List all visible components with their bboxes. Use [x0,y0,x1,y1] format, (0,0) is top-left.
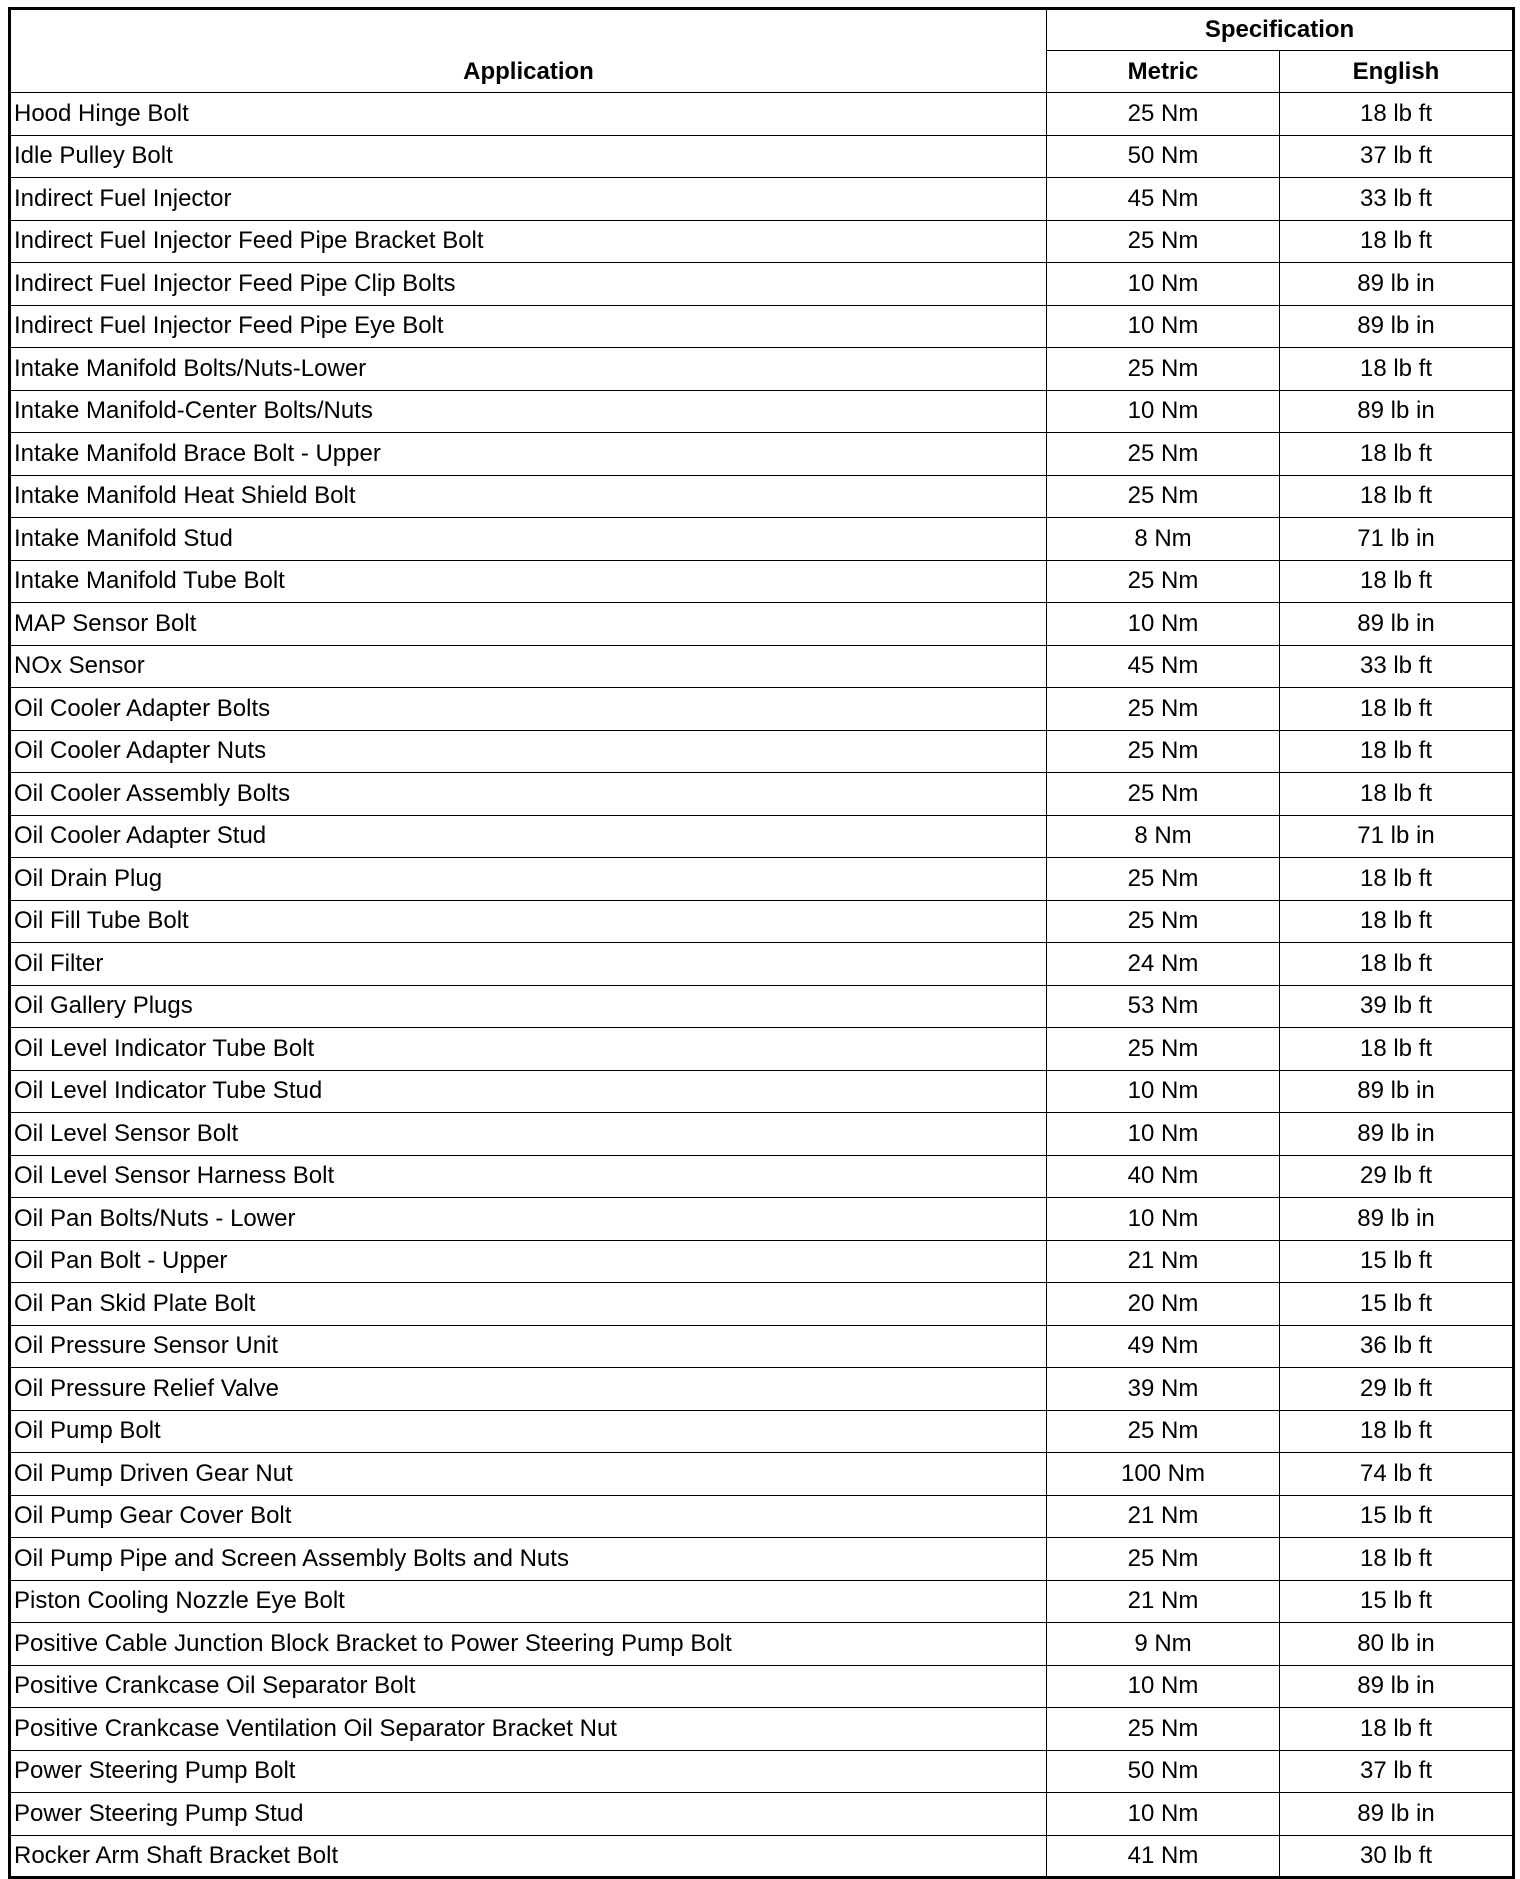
english-value-cell: 29 lb ft [1280,1155,1514,1198]
english-value-cell: 15 lb ft [1280,1283,1514,1326]
metric-value-cell: 41 Nm [1047,1835,1280,1878]
table-row [10,305,1514,348]
table-row [10,518,1514,561]
application-cell: Positive Crankcase Ventilation Oil Separator Bracket Nut [10,1708,1047,1751]
application-cell: Oil Pump Bolt [10,1410,1047,1453]
english-value-cell: 18 lb ft [1280,773,1514,816]
english-value-cell: 30 lb ft [1280,1835,1514,1878]
table-header [10,9,1514,93]
application-cell: Oil Filter [10,943,1047,986]
application-cell: Rocker Arm Shaft Bracket Bolt [10,1835,1047,1878]
table-row [10,1538,1514,1581]
metric-value-cell: 10 Nm [1047,1793,1280,1836]
application-cell: Hood Hinge Bolt [10,93,1047,136]
metric-value-cell: 25 Nm [1047,1538,1280,1581]
metric-value-cell: 21 Nm [1047,1580,1280,1623]
metric-value-cell: 49 Nm [1047,1325,1280,1368]
table-row [10,730,1514,773]
table-row [10,1495,1514,1538]
application-cell: Intake Manifold Brace Bolt - Upper [10,433,1047,476]
metric-value-cell: 25 Nm [1047,773,1280,816]
english-value-cell: 33 lb ft [1280,178,1514,221]
application-cell: Oil Pressure Relief Valve [10,1368,1047,1411]
table-row [10,390,1514,433]
metric-value-cell: 100 Nm [1047,1453,1280,1496]
table-row [10,1410,1514,1453]
metric-value-cell: 25 Nm [1047,1028,1280,1071]
header-row-top [10,9,1514,51]
metric-value-cell: 25 Nm [1047,1410,1280,1453]
table-row [10,93,1514,136]
english-value-cell: 89 lb in [1280,1793,1514,1836]
table-row [10,1198,1514,1241]
english-column-header: English [1280,51,1514,93]
table-row [10,1580,1514,1623]
specification-group-header: Specification [1047,9,1514,51]
metric-value-cell: 25 Nm [1047,93,1280,136]
application-cell: Oil Level Sensor Harness Bolt [10,1155,1047,1198]
table-row [10,1750,1514,1793]
metric-value-cell: 10 Nm [1047,263,1280,306]
table-row [10,1623,1514,1666]
table-row [10,1070,1514,1113]
table-row [10,900,1514,943]
table-row [10,645,1514,688]
application-cell: Oil Pressure Sensor Unit [10,1325,1047,1368]
metric-value-cell: 25 Nm [1047,560,1280,603]
metric-value-cell: 25 Nm [1047,475,1280,518]
metric-value-cell: 45 Nm [1047,645,1280,688]
application-cell: Oil Pan Bolt - Upper [10,1240,1047,1283]
metric-value-cell: 25 Nm [1047,858,1280,901]
metric-value-cell: 53 Nm [1047,985,1280,1028]
application-cell: Intake Manifold Stud [10,518,1047,561]
english-value-cell: 74 lb ft [1280,1453,1514,1496]
table-row [10,1453,1514,1496]
english-value-cell: 89 lb in [1280,1665,1514,1708]
metric-value-cell: 24 Nm [1047,943,1280,986]
metric-value-cell: 50 Nm [1047,135,1280,178]
metric-value-cell: 10 Nm [1047,1198,1280,1241]
application-cell: Indirect Fuel Injector [10,178,1047,221]
english-value-cell: 15 lb ft [1280,1240,1514,1283]
metric-value-cell: 25 Nm [1047,688,1280,731]
metric-value-cell: 10 Nm [1047,390,1280,433]
metric-value-cell: 21 Nm [1047,1495,1280,1538]
table-row [10,603,1514,646]
english-value-cell: 18 lb ft [1280,943,1514,986]
metric-value-cell: 9 Nm [1047,1623,1280,1666]
application-cell: Power Steering Pump Bolt [10,1750,1047,1793]
application-cell: Oil Cooler Assembly Bolts [10,773,1047,816]
english-value-cell: 18 lb ft [1280,220,1514,263]
application-cell: Indirect Fuel Injector Feed Pipe Bracket Bolt [10,220,1047,263]
table-row [10,943,1514,986]
english-value-cell: 18 lb ft [1280,1538,1514,1581]
application-cell: Indirect Fuel Injector Feed Pipe Eye Bolt [10,305,1047,348]
english-value-cell: 71 lb in [1280,518,1514,561]
table-row [10,560,1514,603]
english-value-cell: 89 lb in [1280,603,1514,646]
english-value-cell: 18 lb ft [1280,475,1514,518]
table-row [10,1155,1514,1198]
table-row [10,1028,1514,1071]
english-value-cell: 29 lb ft [1280,1368,1514,1411]
english-value-cell: 18 lb ft [1280,93,1514,136]
table-row [10,773,1514,816]
english-value-cell: 18 lb ft [1280,348,1514,391]
english-value-cell: 89 lb in [1280,1113,1514,1156]
table-row [10,348,1514,391]
english-value-cell: 18 lb ft [1280,1708,1514,1751]
application-cell: Oil Fill Tube Bolt [10,900,1047,943]
table-row [10,1325,1514,1368]
table-row [10,1665,1514,1708]
table-row [10,178,1514,221]
english-value-cell: 89 lb in [1280,263,1514,306]
english-value-cell: 18 lb ft [1280,730,1514,773]
table-row [10,1793,1514,1836]
application-column-header: Application [10,9,1047,93]
english-value-cell: 18 lb ft [1280,1028,1514,1071]
metric-column-header: Metric [1047,51,1280,93]
english-value-cell: 37 lb ft [1280,1750,1514,1793]
english-value-cell: 33 lb ft [1280,645,1514,688]
metric-value-cell: 45 Nm [1047,178,1280,221]
english-value-cell: 89 lb in [1280,305,1514,348]
table-row [10,815,1514,858]
metric-value-cell: 25 Nm [1047,1708,1280,1751]
metric-value-cell: 25 Nm [1047,348,1280,391]
english-value-cell: 15 lb ft [1280,1495,1514,1538]
application-cell: Idle Pulley Bolt [10,135,1047,178]
english-value-cell: 37 lb ft [1280,135,1514,178]
english-value-cell: 71 lb in [1280,815,1514,858]
application-cell: Oil Cooler Adapter Bolts [10,688,1047,731]
metric-value-cell: 10 Nm [1047,305,1280,348]
metric-value-cell: 39 Nm [1047,1368,1280,1411]
table-row [10,1113,1514,1156]
english-value-cell: 80 lb in [1280,1623,1514,1666]
metric-value-cell: 40 Nm [1047,1155,1280,1198]
metric-value-cell: 20 Nm [1047,1283,1280,1326]
english-value-cell: 18 lb ft [1280,433,1514,476]
metric-value-cell: 8 Nm [1047,518,1280,561]
metric-value-cell: 50 Nm [1047,1750,1280,1793]
application-cell: Intake Manifold-Center Bolts/Nuts [10,390,1047,433]
application-cell: Positive Crankcase Oil Separator Bolt [10,1665,1047,1708]
metric-value-cell: 25 Nm [1047,900,1280,943]
application-cell: Oil Pan Bolts/Nuts - Lower [10,1198,1047,1241]
table-row [10,135,1514,178]
table-row [10,263,1514,306]
english-value-cell: 89 lb in [1280,390,1514,433]
english-value-cell: 36 lb ft [1280,1325,1514,1368]
table-row [10,1835,1514,1878]
metric-value-cell: 25 Nm [1047,433,1280,476]
application-cell: Oil Cooler Adapter Stud [10,815,1047,858]
application-cell: Oil Pump Driven Gear Nut [10,1453,1047,1496]
english-value-cell: 15 lb ft [1280,1580,1514,1623]
application-cell: Oil Pan Skid Plate Bolt [10,1283,1047,1326]
table-body [10,93,1514,1878]
table-row [10,475,1514,518]
english-value-cell: 18 lb ft [1280,858,1514,901]
metric-value-cell: 10 Nm [1047,1665,1280,1708]
metric-value-cell: 10 Nm [1047,1070,1280,1113]
table-row [10,220,1514,263]
table-row [10,1283,1514,1326]
table-row [10,1240,1514,1283]
application-cell: Intake Manifold Tube Bolt [10,560,1047,603]
application-cell: Oil Level Sensor Bolt [10,1113,1047,1156]
application-cell: Piston Cooling Nozzle Eye Bolt [10,1580,1047,1623]
metric-value-cell: 8 Nm [1047,815,1280,858]
metric-value-cell: 21 Nm [1047,1240,1280,1283]
application-cell: Oil Level Indicator Tube Stud [10,1070,1047,1113]
metric-value-cell: 10 Nm [1047,603,1280,646]
application-cell: Oil Pump Pipe and Screen Assembly Bolts and Nuts [10,1538,1047,1581]
english-value-cell: 18 lb ft [1280,1410,1514,1453]
application-cell: NOx Sensor [10,645,1047,688]
application-cell: Oil Drain Plug [10,858,1047,901]
table-row [10,858,1514,901]
application-cell: Power Steering Pump Stud [10,1793,1047,1836]
table-row [10,985,1514,1028]
metric-value-cell: 25 Nm [1047,730,1280,773]
application-cell: Intake Manifold Heat Shield Bolt [10,475,1047,518]
english-value-cell: 18 lb ft [1280,560,1514,603]
table-row [10,1708,1514,1751]
table-row [10,688,1514,731]
application-cell: Indirect Fuel Injector Feed Pipe Clip Bolts [10,263,1047,306]
application-cell: Intake Manifold Bolts/Nuts-Lower [10,348,1047,391]
english-value-cell: 39 lb ft [1280,985,1514,1028]
english-value-cell: 18 lb ft [1280,688,1514,731]
application-cell: Oil Cooler Adapter Nuts [10,730,1047,773]
table-row [10,1368,1514,1411]
english-value-cell: 89 lb in [1280,1070,1514,1113]
application-cell: Oil Level Indicator Tube Bolt [10,1028,1047,1071]
fastener-specification-table [8,7,1515,1879]
application-cell: Oil Pump Gear Cover Bolt [10,1495,1047,1538]
table-row [10,433,1514,476]
english-value-cell: 18 lb ft [1280,900,1514,943]
application-cell: Oil Gallery Plugs [10,985,1047,1028]
application-cell: MAP Sensor Bolt [10,603,1047,646]
metric-value-cell: 25 Nm [1047,220,1280,263]
english-value-cell: 89 lb in [1280,1198,1514,1241]
application-cell: Positive Cable Junction Block Bracket to Power Steering Pump Bolt [10,1623,1047,1666]
metric-value-cell: 10 Nm [1047,1113,1280,1156]
